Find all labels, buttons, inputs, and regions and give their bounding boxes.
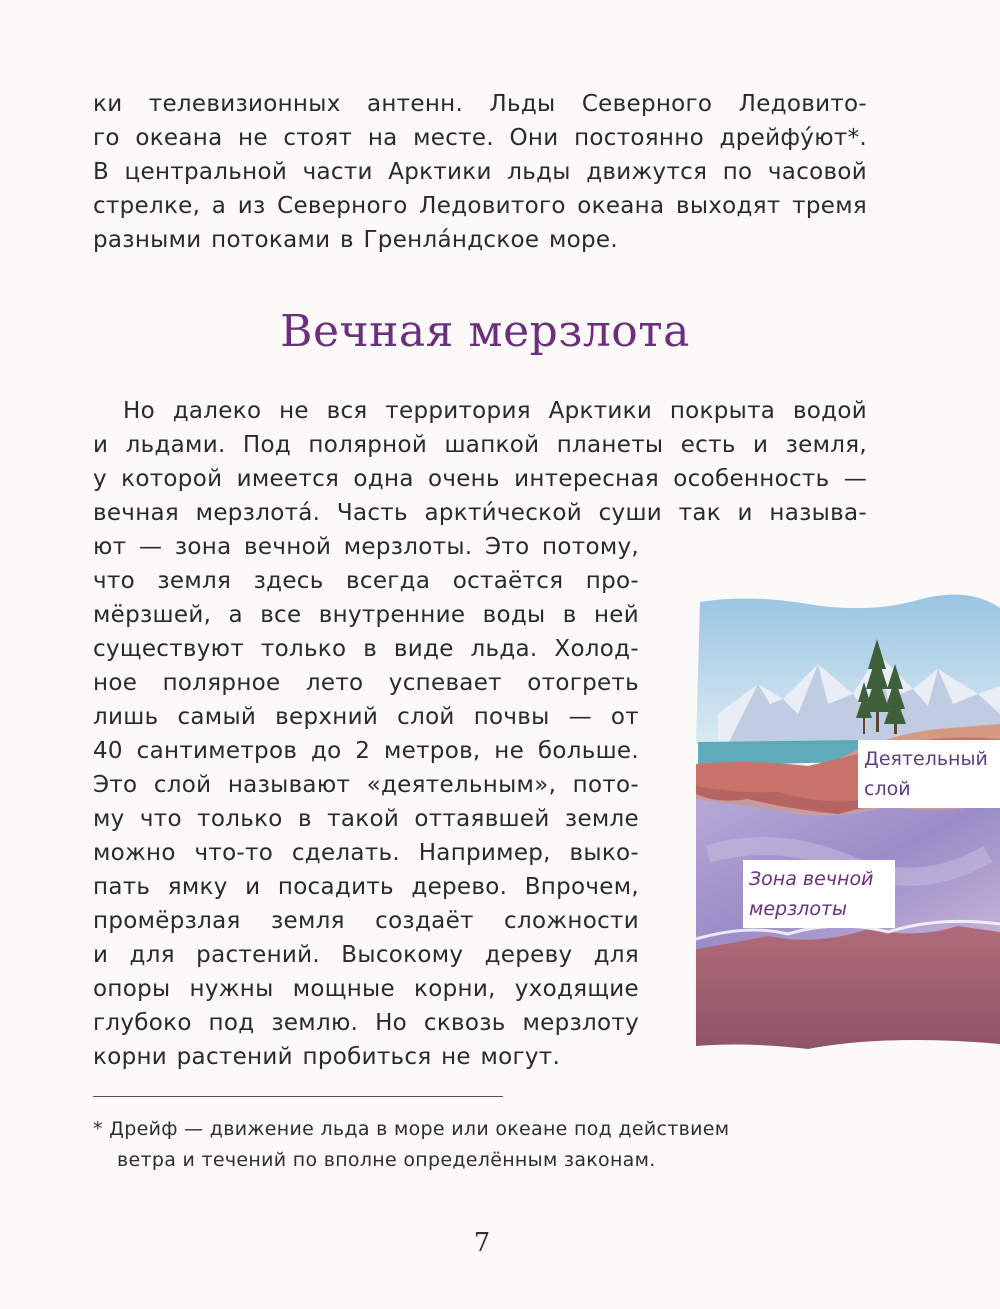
label-active-layer-line1: Деятельный [864, 748, 988, 770]
text-line: можно что-то сделать. Например, выко- [93, 840, 639, 866]
text-line: В центральной части Арктики льды движутся по часовой [93, 159, 867, 185]
text-line: ют — зона вечной мерзлоты. Это потому, [93, 534, 639, 560]
label-permafrost-zone [743, 860, 895, 928]
text-line: глубоко под землю. Но сквозь мерзлоту [93, 1010, 639, 1036]
text-line: опоры нужны мощные корни, уходящие [93, 976, 639, 1002]
text-line: го океана не стоят на месте. Они постоянно дрейфу́ют*. [93, 125, 867, 151]
page-number: 7 [473, 1228, 491, 1258]
text-line: вечная мерзлота́. Часть аркти́ческой суши так и называ- [93, 500, 867, 526]
permafrost-illustration [688, 594, 1000, 1064]
text-line: пать ямку и посадить дерево. Впрочем, [93, 874, 639, 900]
footnote-line: * Дрейф — движение льда в море или океане под действием [93, 1118, 730, 1140]
text-line: и льдами. Под полярной шапкой планеты есть и земля, [93, 432, 867, 458]
text-line: Но далеко не вся территория Арктики покрыта водой [123, 398, 867, 424]
text-line: мёрзшей, а все внутренние воды в ней [93, 602, 639, 628]
text-line: что земля здесь всегда остаётся про- [93, 568, 639, 594]
text-line: существуют только в виде льда. Холод- [93, 636, 639, 662]
text-line: лишь самый верхний слой почвы — от [93, 704, 639, 730]
label-permafrost-zone-line2: мерзлоты [749, 898, 848, 920]
text-line: разными потоками в Гренла́ндское море. [93, 227, 618, 253]
section-title: Вечная мерзлота [280, 306, 690, 357]
intro-paragraph [93, 87, 867, 257]
permafrost-cross-section-image [688, 594, 1000, 1064]
text-line: Это слой называют «деятельным», пото- [93, 772, 639, 798]
footnote-line: ветра и течений по вполне определённым законам. [117, 1149, 656, 1171]
label-active-layer-line2: слой [864, 778, 911, 800]
footnote [93, 1114, 793, 1176]
text-line: корни растений пробиться не могут. [93, 1044, 561, 1070]
text-line: у которой имеется одна очень интересная особенность — [93, 466, 867, 492]
text-line: му что только в такой оттаявшей земле [93, 806, 639, 832]
text-line: промёрзлая земля создаёт сложности [93, 908, 639, 934]
text-line: стрелке, а из Северного Ледовитого океана выходят тремя [93, 193, 867, 219]
text-line: и для растений. Высокому дереву для [93, 942, 639, 968]
footnote-divider [93, 1096, 503, 1097]
text-line: ки телевизионных антенн. Льды Северного Ледовито- [93, 91, 867, 117]
main-paragraph-narrow [93, 530, 639, 1074]
label-active-layer [858, 740, 1000, 808]
main-paragraph-wide [93, 394, 867, 530]
label-permafrost-zone-line1: Зона вечной [749, 868, 874, 890]
text-line: 40 сантиметров до 2 метров, не больше. [93, 738, 639, 764]
text-line: ное полярное лето успевает отогреть [93, 670, 639, 696]
